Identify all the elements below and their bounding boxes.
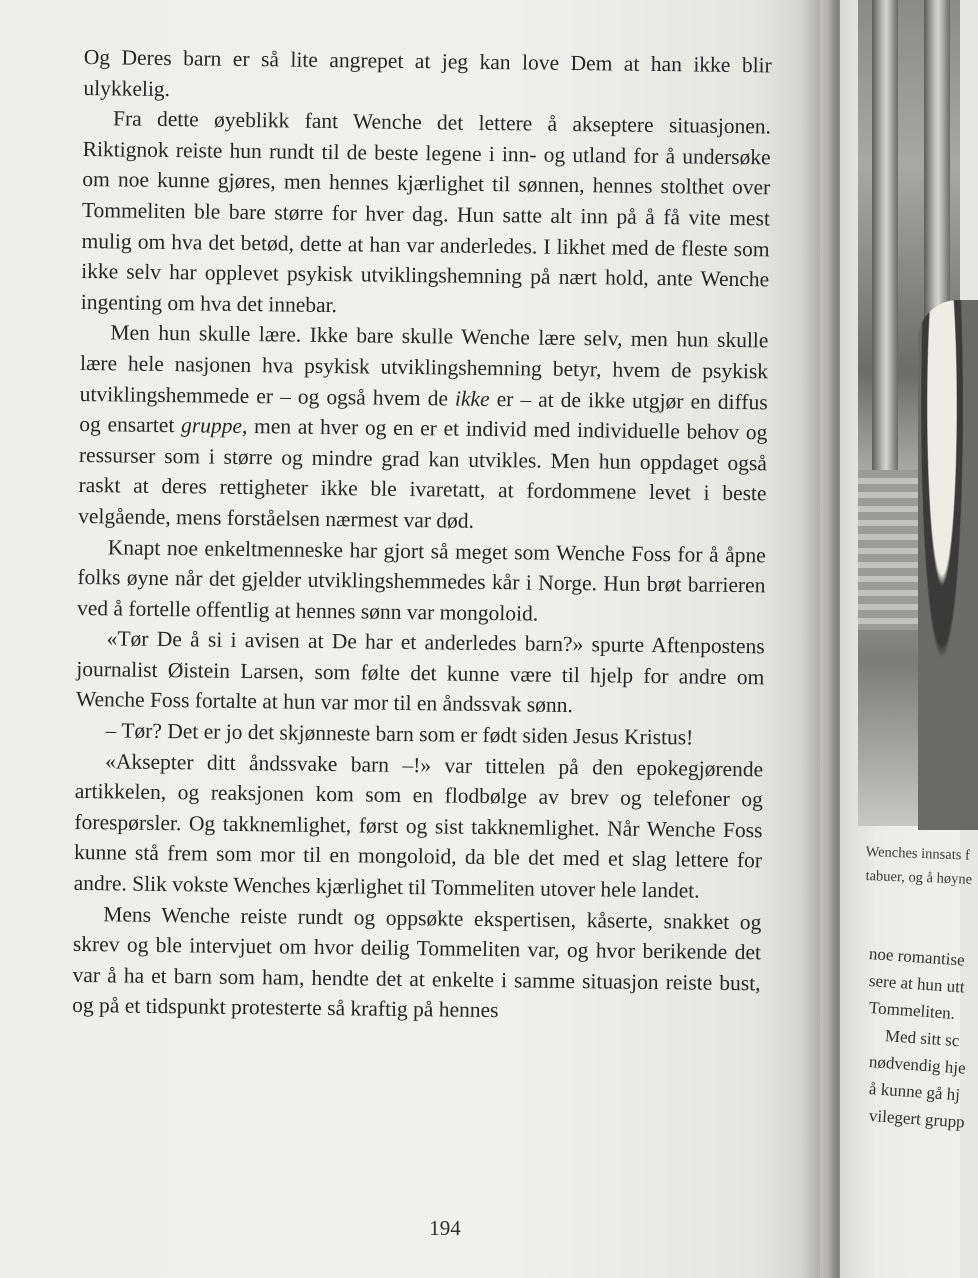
text-line: vilegert grupp <box>868 1105 966 1132</box>
paragraph: – Tør? Det er jo det skjønneste barn som er født siden Jesus Kristus! <box>105 718 694 750</box>
caption-line: Wenches innsats f <box>865 843 971 864</box>
caption-line: tabuer, og å høyne <box>865 867 973 888</box>
photo-column <box>872 0 898 470</box>
photo-person <box>918 300 978 830</box>
photograph <box>858 0 960 826</box>
paragraph: Og Deres barn er så lite angrepet at jeg kan love Dem at han ikke blir ulykkelig. <box>83 44 772 101</box>
paragraph: Mens Wenche reiste rundt og oppsøkte ekspertisen, kåserte, snakket og skrev og ble intervjuet om hvor deilig Tommeliten var, og hvor berikende det var å ha et barn som ham, hendte det at enkelte i samme situasjon reiste bust, og på et tidspunkt protesterte så kraftig på hennes <box>72 901 762 1023</box>
paragraph: Knapt noe enkeltmenneske har gjort så meget som Wenche Foss for å åpne folks øyne når det gjelder utviklingshemmedes kår i Norge. Hun brøt barrieren ved å fortelle offentlig at hennes sønn var mongoloid. <box>76 534 766 626</box>
italic-word: ikke <box>454 386 490 411</box>
photo-caption <box>865 840 973 888</box>
paragraph: «Aksepter ditt åndssvake barn –!» var tittelen på den epokegjørende artikkelen, og reaksjonen kom som en flodbølge av brev og telefoner og forespørsler. Og takknemlighet, først og sist takknemlighet. Når Wenche Foss kunne stå frem som mor til en mongoloid, da ble det med et slag lettere for andre. Slik vokste Wenches kjærlighet til Tommeliten utover hele landet. <box>73 748 764 903</box>
paragraph <box>78 317 769 540</box>
text-line: sere at hun utt <box>868 970 966 997</box>
text-line: Med sitt sc <box>884 1026 961 1051</box>
page-number: 194 <box>429 1216 461 1240</box>
body-text <box>72 42 772 1029</box>
text-run: er – at de ikke utgjør en diffus og ensartet <box>79 386 768 438</box>
text-line: å kunne gå hj <box>868 1078 961 1105</box>
italic-word: gruppe <box>180 413 243 439</box>
right-page-text <box>868 940 967 1132</box>
text-run: , men at hver og en er et individ med individuelle behov og ressurser som i større og mindre grad kan utvikles. Men hun oppdaget også raskt at deres rettigheter ikke ble ivaretatt, at fordommene levet i beste velgående, mens forståelsen nærmest var død. <box>78 414 768 533</box>
paragraph: Fra dette øyeblikk fant Wenche det lettere å akseptere situasjonen. Riktignok reiste hun rundt til de beste legene i inn- og utland for å undersøke om noe kunne gjøres, men hennes kjærlighet til sønnen, hennes stolthet over Tommeliten ble bare større for hver dag. Hun satte alt inn på å få vite mest mulig om hva det betød, dette at han var anderledes. I likhet med de fleste som ikke selv har opplevet psykisk utviklingshemning på nært hold, ante Wenche ingenting om hva det innebar. <box>80 106 772 317</box>
text-line: Tommeliten. <box>868 997 956 1023</box>
paragraph: «Tør De å si i avisen at De har et anderledes barn?» spurte Aftenpostens journalist Øistein Larsen, som følte det kunne være til hjelp for andre om Wenche Foss fortalte at hun var mor til en åndssvak sønn. <box>75 626 765 718</box>
text-line: noe romantise <box>868 943 966 970</box>
text-line: nødvendig hje <box>868 1051 967 1078</box>
text-run: Men hun skulle lære. Ikke bare skulle Wenche lære selv, men hun skulle lære hele nasjonen hva psykisk utviklingshemning betyr, hvem de psykisk utviklingshemmede er – og også hvem de <box>79 320 769 411</box>
